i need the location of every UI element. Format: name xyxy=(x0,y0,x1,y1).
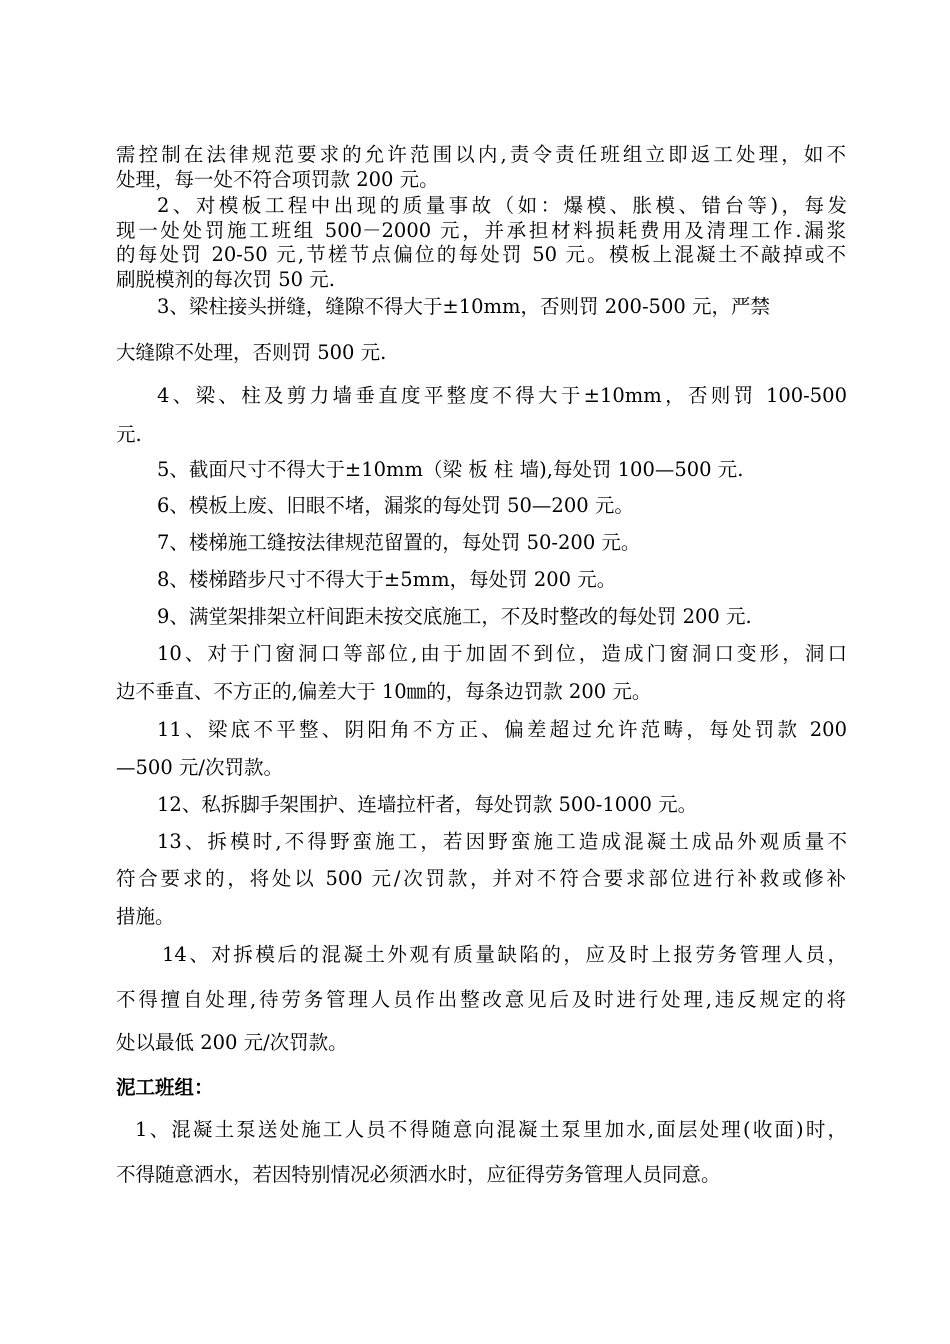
text-line: 1、混凝土泵送处施工人员不得随意向混凝土泵里加水,面层处理(收面)时， xyxy=(135,1118,847,1141)
text-line: 9、满堂架排架立杆间距未按交底施工，不及时整改的每处罚 200 元. xyxy=(157,605,752,628)
text-line: —500 元/次罚款。 xyxy=(116,756,283,779)
text-line: 12、私拆脚手架围护、连墙拉杆者，每处罚款 500-1000 元。 xyxy=(157,793,698,816)
text-line: 3、梁柱接头拼缝，缝隙不得大于±10mm，否则罚 200-500 元，严禁 xyxy=(157,295,770,318)
text-line: 14、对拆模后的混凝土外观有质量缺陷的，应及时上报劳务管理人员， xyxy=(162,943,847,966)
text-line: 7、楼梯施工缝按法律规范留置的，每处罚 50-200 元。 xyxy=(157,531,641,554)
text-line: 8、楼梯踏步尺寸不得大于±5mm，每处罚 200 元。 xyxy=(157,568,617,591)
text-line: 需控制在法律规范要求的允许范围以内,责令责任班组立即返工处理，如不 xyxy=(116,143,846,166)
text-line: 11、梁底不平整、阴阳角不方正、偏差超过允许范畴，每处罚款 200 xyxy=(157,718,847,741)
text-line: 处理，每一处不符合项罚款 200 元。 xyxy=(116,168,439,191)
text-line: 的每处罚 20-50 元,节槎节点偏位的每处罚 50 元。模板上混凝土不敲掉或不 xyxy=(116,243,846,266)
text-line: 不得擅自处理,待劳务管理人员作出整改意见后及时进行处理,违反规定的将 xyxy=(116,988,846,1011)
text-line: 措施。 xyxy=(116,905,175,928)
text-line: 10、对于门窗洞口等部位,由于加固不到位，造成门窗洞口变形，洞口 xyxy=(157,642,847,665)
text-line: 符合要求的，将处以 500 元/次罚款，并对不符合要求部位进行补救或修补 xyxy=(116,867,846,890)
text-line: 4、梁、柱及剪力墙垂直度平整度不得大于±10mm，否则罚 100-500 xyxy=(157,384,847,407)
text-line: 边不垂直、不方正的,偏差大于 10㎜的，每条边罚款 200 元。 xyxy=(116,680,652,703)
text-line: 不得随意洒水，若因特别情况必须洒水时，应征得劳务管理人员同意。 xyxy=(116,1163,721,1186)
text-line: 元. xyxy=(116,423,142,446)
text-line: 2、对模板工程中出现的质量事故（如：爆模、胀模、错台等)，每发 xyxy=(157,194,847,217)
text-line: 大缝隙不处理，否则罚 500 元. xyxy=(116,341,387,364)
text-line: 处以最低 200 元/次罚款。 xyxy=(116,1031,348,1054)
text-line: 现一处处罚施工班组 500－2000 元，并承担材料损耗费用及清理工作.漏浆 xyxy=(116,219,846,242)
section-heading: 泥工班组： xyxy=(116,1076,214,1099)
text-line: 5、截面尺寸不得大于±10mm（梁 板 柱 墙),每处罚 100—500 元. xyxy=(157,458,744,481)
text-line: 13、拆模时,不得野蛮施工，若因野蛮施工造成混凝土成品外观质量不 xyxy=(157,830,847,853)
text-line: 6、模板上废、旧眼不堵，漏浆的每处罚 50—200 元。 xyxy=(157,494,634,517)
text-line: 刷脱模剂的每次罚 50 元. xyxy=(116,268,335,291)
